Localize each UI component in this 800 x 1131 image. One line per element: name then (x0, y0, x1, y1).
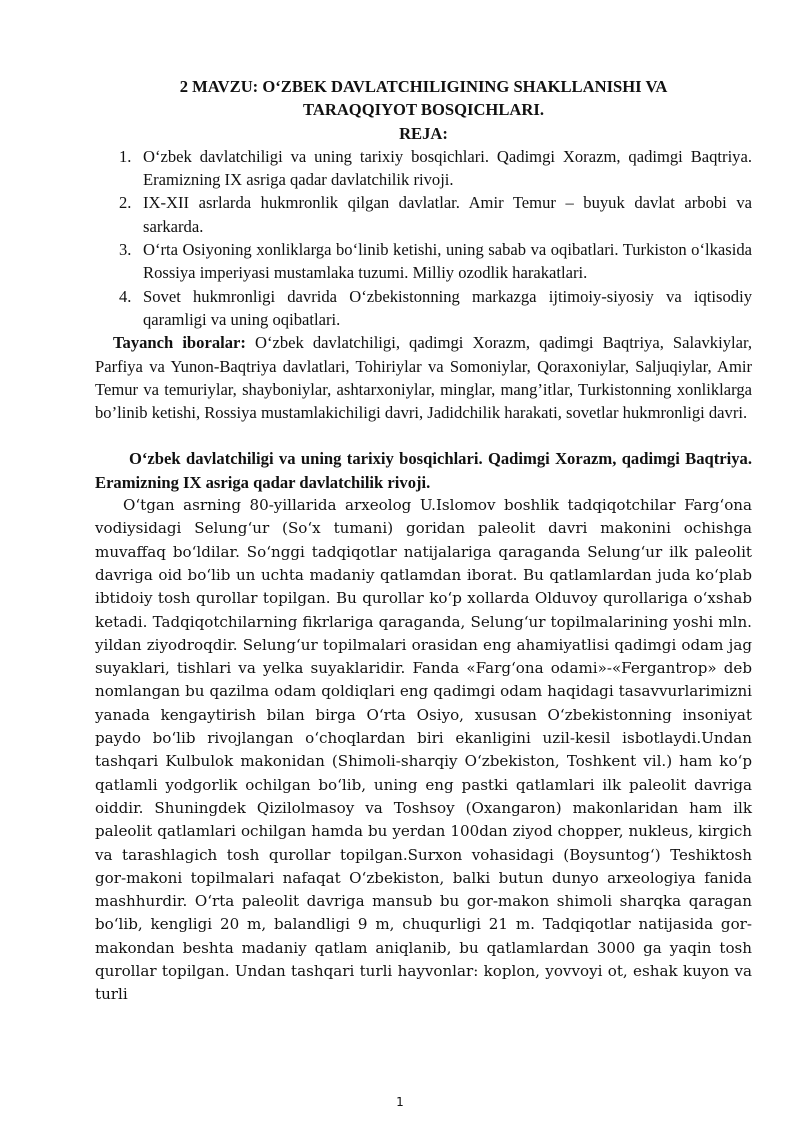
plan-item (119, 145, 752, 192)
plan-item (119, 285, 752, 332)
plan-item-text: O‘rta Osiyoning xonliklarga bo‘linib ketishi, uning sabab va oqibatlari. Turkiston o‘lkasida Rossiya imperiyasi mustamlaka tuzumi. Milliy ozodlik harakatlari. (143, 240, 752, 283)
section-heading: O‘zbek davlatchiligi va uning tarixiy bosqichlari. Qadimgi Xorazm, qadimgi Baqtriya. Eramizning IX asriga qadar davlatchilik rivoji. (95, 449, 752, 492)
plan-item-number: 1. (119, 146, 132, 166)
page-number: 1 (396, 1095, 404, 1109)
plan-item-text: IX-XII asrlarda hukmronlik qilgan davlatlar. Amir Temur – buyuk davlat arbobi va sarkarda. (143, 193, 752, 236)
plan-item-text: Sovet hukmronligi davrida O‘zbekistonning markazga ijtimoiy-siyosiy va iqtisodiy qaramligi va uning oqibatlari. (143, 286, 752, 329)
title-line-2: TARAQQIYOT BOSQICHLARI. (303, 100, 544, 120)
plan-item-number: 2. (119, 193, 132, 213)
plan-title: REJA: (399, 123, 448, 143)
document-title (95, 75, 752, 122)
plan-item-number: 4. (119, 286, 132, 306)
title-line-1: 2 MAVZU: O‘ZBEK DAVLATCHILIGINING SHAKLLANISHI VA (179, 77, 668, 96)
plan-list (95, 145, 752, 331)
plan-item-number: 3. (119, 240, 132, 260)
paragraph-spacer (95, 424, 752, 447)
plan-item (119, 191, 752, 238)
plan-item-text: O‘zbek davlatchiligi va uning tarixiy bosqichlari. Qadimgi Xorazm, qadimgi Baqtriya. Eramizning IX asriga qadar davlatchilik rivoji. (143, 146, 752, 190)
keywords-paragraph (95, 331, 752, 424)
section-body: O‘tgan asrning 80-yillarida arxeolog U.Islomov boshlik tadqiqotchilar Farg‘ona vodiysidagi Selung‘ur (So‘x tumani) goridan paleolit davri makonini ochishga muvaffaq bo‘ldilar. So‘nggi tadqiqotlar natijalariga qaraganda Selung‘ur ilk paleolit davriga oid bo‘lib un uchta madaniy qatlamdan iborat. Bu qatlamlardan juda ko‘plab ibtidoiy tosh qurollar topilgan. Bu qurollar ko‘p xollarda Olduvoy qurollariga o‘xshab ketadi. Tadqiqotchilarning fikrlariga qaraganda, Selung‘ur topilmalarining yoshi mln. yildan ziyodroqdir. Selung‘ur topilmalari orasidan eng ahamiyatlisi qadimgi odam jag suyaklari, tishlari va yelka suyaklaridir. Fanda «Farg‘ona odami»-«Fergantrop» deb nomlangan bu qazilma odam qoldiqlari eng qadimgi odam haqidagi tasavvurlarimizni yanada kengaytirish bilan birga O‘rta Osiyo, xususan O‘zbekistonning insoniyat paydo bo‘lib rivojlangan o‘choqlardan biri ekanligini uzil-kesil isbotlaydi.Undan tashqari Kulbulok makonidan (Shimoli-sharqiy O‘zbekiston, Toshkent vil.) ham ko‘p qatlamli yodgorlik ochilgan bo‘lib, uning eng pastki qatlamlari ilk paleolit davriga oiddir. Shuningdek Qizilolmasoy va Toshsoy (Oxangaron) makonlaridan ham ilk paleolit qatlamlari ochilgan hamda bu yerdan 100dan ziyod chopper, nukleus, kirgich va tarashlagich tosh qurollar topilgan.Surxon vohasidagi (Boysuntog‘) Teshiktosh gor-makoni topilmalari nafaqat O‘zbekiston, balki butun dunyo arxeologiya fanida mashhurdir. O‘rta paleolit davriga mansub bu gor-makon shimoli sharqka qaragan bo‘lib, kengligi 20 m, balandligi 9 m, chuqurligi 21 m. Tadqiqotlar natijasida gor-makondan beshta madaniy qatlam aniqlanib, bu qatlamlardan 3000 ga yaqin tosh qurollar topilgan. Undan tashqari turli hayvonlar: koplon, yovvoyi ot, eshak kuyon va turli (95, 496, 752, 1004)
plan-item (119, 238, 752, 285)
keywords-text: O‘zbek davlatchiligi, qadimgi Xorazm, qadimgi Baqtriya, Salavkiylar, Parfiya va Yunon-Baqtriya davlatlari, Tohiriylar va Somoniylar, Qoraxoniylar, Saljuqiylar, Amir Temur va temuriylar, shayboniylar, ashtarxoniylar, minglar, mang’itlar, Turkistonning xonliklarga bo’linib ketishi, Rossiya mustamlakichiligi davri, Jadidchilik harakati, sovetlar hukmronligi davri. (95, 333, 752, 423)
keywords-label: Tayanch iboralar: (113, 333, 246, 353)
